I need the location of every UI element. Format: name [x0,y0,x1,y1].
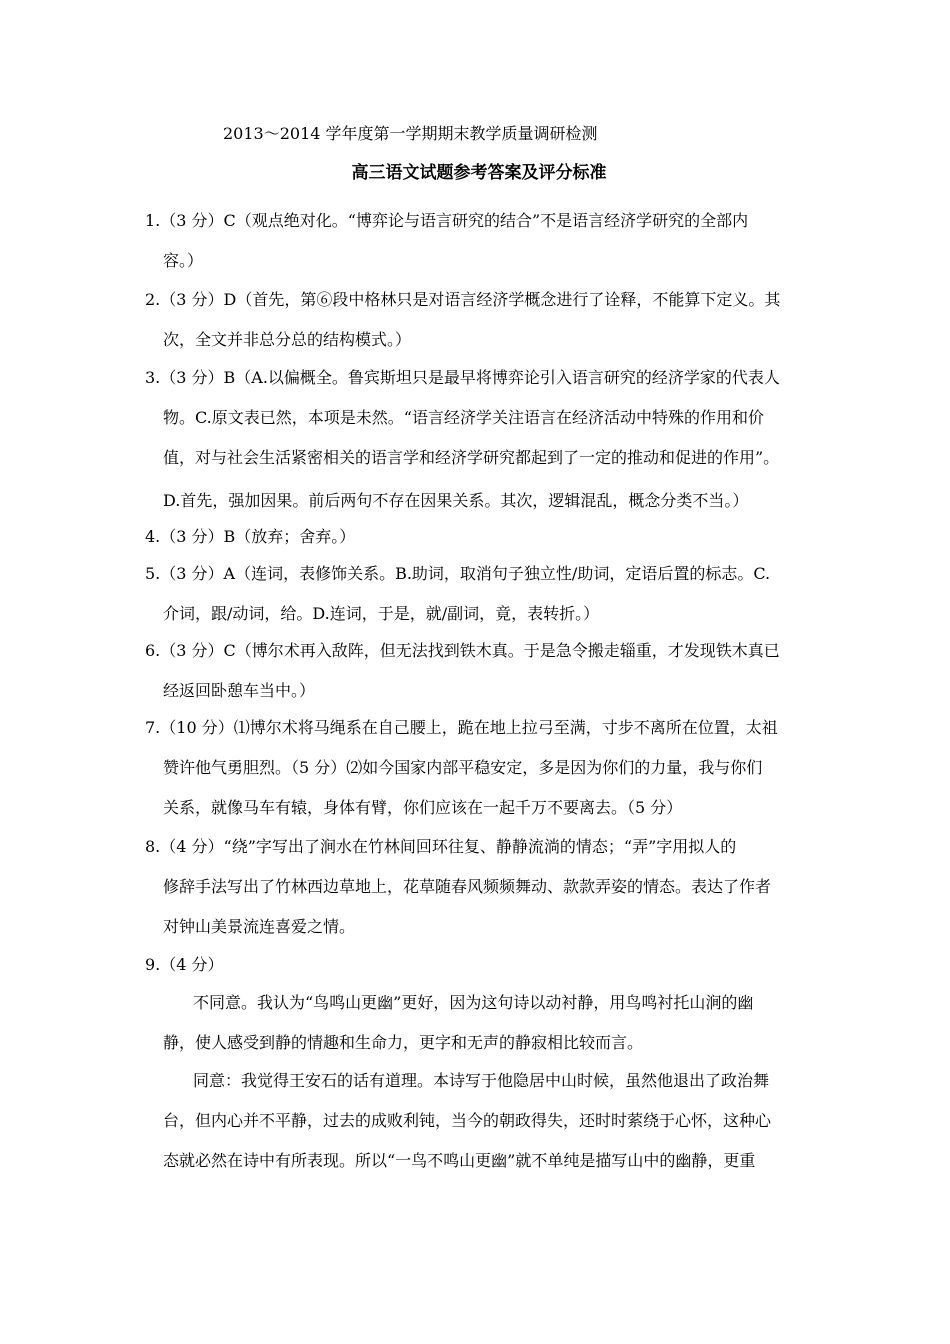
answer-5-line-1: 5.（3 分）A（连词，表修饰关系。B.助词，取消句子独立性/助词，定语后置的标志。C. [145,564,771,583]
answer-6-line-2: 经返回卧憩车当中。） [163,681,316,700]
exam-header: 2013～2014 学年度第一学期期末教学质量调研检测 [223,124,598,143]
answer-3-line-2: 物。C.原文表已然，本项是未然。“语言经济学关注语言在经济活动中特殊的作用和价 [163,408,764,427]
document-title: 高三语文试题参考答案及评分标准 [351,163,607,183]
answer-3-line-3: 值，对与社会生活紧密相关的语言学和经济学研究都起到了一定的推动和促进的作用”。 [163,448,780,467]
answer-1-line-2: 容。） [163,251,204,270]
answer-9-agree-line-3: 态就必然在诗中有所表现。所以“一鸟不鸣山更幽”就不单纯是描写山中的幽静，更重 [163,1151,756,1170]
answer-8-line-2: 修辞手法写出了竹林西边草地上，花草随春风频频舞动、款款弄姿的情态。表达了作者 [163,877,772,896]
answer-7-line-3: 关系，就像马车有辕，身体有臂，你们应该在一起千万不要离去。（5 分） [163,798,683,817]
answer-8-line-1: 8.（4 分）“绕”字写出了涧水在竹林间回环往复、静静流淌的情态；“弄”字用拟人的 [145,837,737,856]
answer-1-line-1: 1.（3 分）C（观点绝对化。“博弈论与语言研究的结合”不是语言经济学研究的全部内 [145,211,749,230]
answer-6-line-1: 6.（3 分）C（博尔术再入敌阵，但无法找到铁木真。于是急令搬走辎重，才发现铁木真已 [145,641,780,660]
answer-4-line-1: 4.（3 分）B（放弃；舍弃。） [145,527,356,546]
answer-3-line-4: D.首先，强加因果。前后两句不存在因果关系。其次，逻辑混乱，概念分类不当。） [163,491,749,510]
answer-2-line-2: 次，全文并非总分总的结构模式。） [163,330,412,349]
answer-8-line-3: 对钟山美景流连喜爱之情。 [163,917,356,936]
answer-9-heading: 9.（4 分） [145,955,224,974]
answer-9-disagree-line-2: 静，使人感受到静的情趣和生命力，更字和无声的静寂相比较而言。 [163,1033,644,1052]
answer-9-disagree-line-1: 不同意。我认为“鸟鸣山更幽”更好，因为这句诗以动衬静，用鸟鸣衬托山涧的幽 [193,993,754,1012]
answer-5-line-2: 介词，跟/动词，给。D.连词，于是，就/副词，竟，表转折。） [163,604,600,623]
answer-7-line-1: 7.（10 分）⑴博尔术将马绳系在自己腰上，跪在地上拉弓至满，寸步不离所在位置，太祖 [145,718,778,737]
answer-3-line-1: 3.（3 分）B（A.以偏概全。鲁宾斯坦只是最早将博弈论引入语言研究的经济学家的代表人 [145,368,780,387]
answer-7-line-2: 赞许他气勇胆烈。（5 分）⑵如今国家内部平稳安定，多是因为你们的力量，我与你们 [163,758,763,777]
answer-2-line-1: 2.（3 分）D（首先，第⑥段中格林只是对语言经济学概念进行了诠释，不能算下定义。其 [145,290,781,309]
answer-9-agree-line-1: 同意：我觉得王安石的话有道理。本诗写于他隐居中山时候，虽然他退出了政治舞 [193,1071,770,1090]
answer-9-agree-line-2: 台，但内心并不平静，过去的成败利钝，当今的朝政得失，还时时萦绕于心怀，这种心 [163,1111,772,1130]
